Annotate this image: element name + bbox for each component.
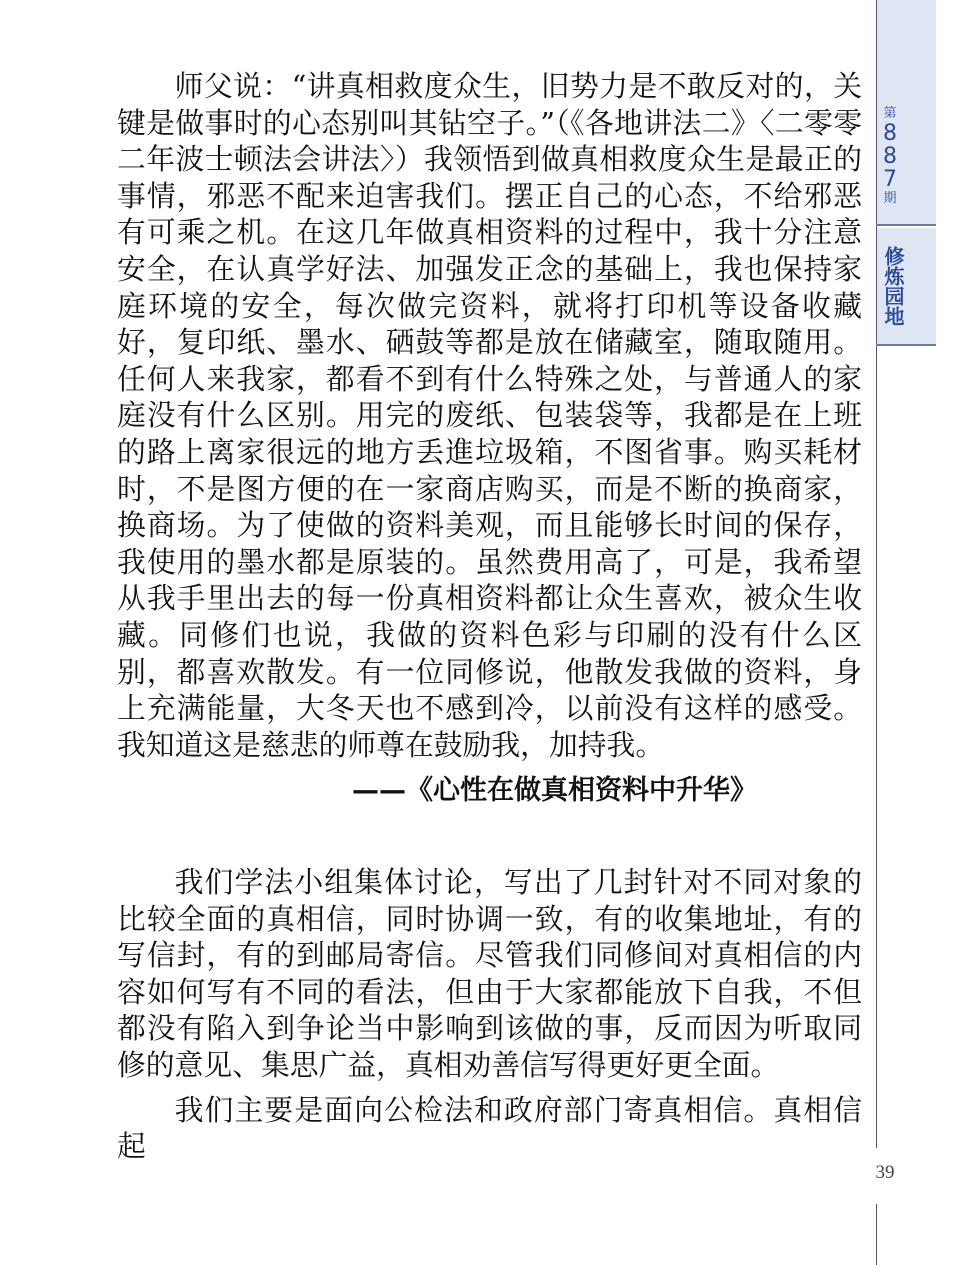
issue-digit: 7 [883, 167, 897, 192]
margin-sidebar [876, 0, 978, 1265]
article-source-title: ——《心性在做真相资料中升华》 [352, 775, 757, 806]
article-block-1 [117, 68, 862, 763]
issue-divider [876, 224, 936, 226]
issue-prefix: 第 [883, 106, 897, 121]
paragraph-master-quote: 师父说：“讲真相救度众生，旧势力是不敢反对的，关键是做事时的心态别叫其钻空子。”（《各地讲法二》〈二零零二年波士顿法会讲法〉）我领悟到做真相救度众生是最正的事情，邪恶不配来迫害我们。摆正自己的心态，不给邪恶有可乘之机。在这几年做真相资料的过程中，我十分注意安全，在认真学好法、加强发正念的基础上，我也保持家庭环境的安全，每次做完资料，就将打印机等设备收藏好，复印纸、墨水、硒鼓等都是放在储藏室，随取随用。任何人来我家，都看不到有什么特殊之处，与普通人的家庭没有什么区别。用完的废纸、包装袋等，我都是在上班的路上离家很远的地方丢進垃圾箱，不图省事。购买耗材时，不是图方便的在一家商店购买，而是不断的换商家，换商场。为了使做的资料美观，而且能够长时间的保存，我使用的墨水都是原装的。虽然费用高了，可是，我希望从我手里出去的每一份真相资料都让众生喜欢，被众生收藏。同修们也说，我做的资料色彩与印刷的没有什么区别，都喜欢散发。有一位同修说，他散发我做的资料，身上充满能量，大冬天也不感到冷，以前没有这样的感受。我知道这是慈悲的师尊在鼓励我，加持我。 [117, 69, 862, 762]
issue-number [876, 106, 904, 207]
paragraph-mailing: 我们主要是面向公检法和政府部门寄真相信。真相信起 [117, 1092, 862, 1164]
issue-digit: 8 [883, 121, 897, 146]
margin-divider-bottom [876, 1204, 877, 1265]
column-divider [876, 344, 936, 346]
page-number: 39 [875, 1162, 895, 1183]
column-name: 修炼园地 [881, 246, 905, 326]
article-block-2 [117, 864, 862, 1165]
issue-suffix: 期 [883, 191, 897, 206]
issue-digit: 8 [883, 144, 897, 169]
paragraph-letters: 我们学法小组集体讨论，写出了几封针对不同对象的比较全面的真相信，同时协调一致，有的收集地址，有的写信封，有的到邮局寄信。尽管我们同修间对真相信的内容如何写有不同的看法，但由于大家都能放下自我，不但都没有陷入到争论当中影响到该做的事，反而因为听取同修的意见、集思广益，真相劝善信写得更好更全面。 [117, 865, 862, 1082]
